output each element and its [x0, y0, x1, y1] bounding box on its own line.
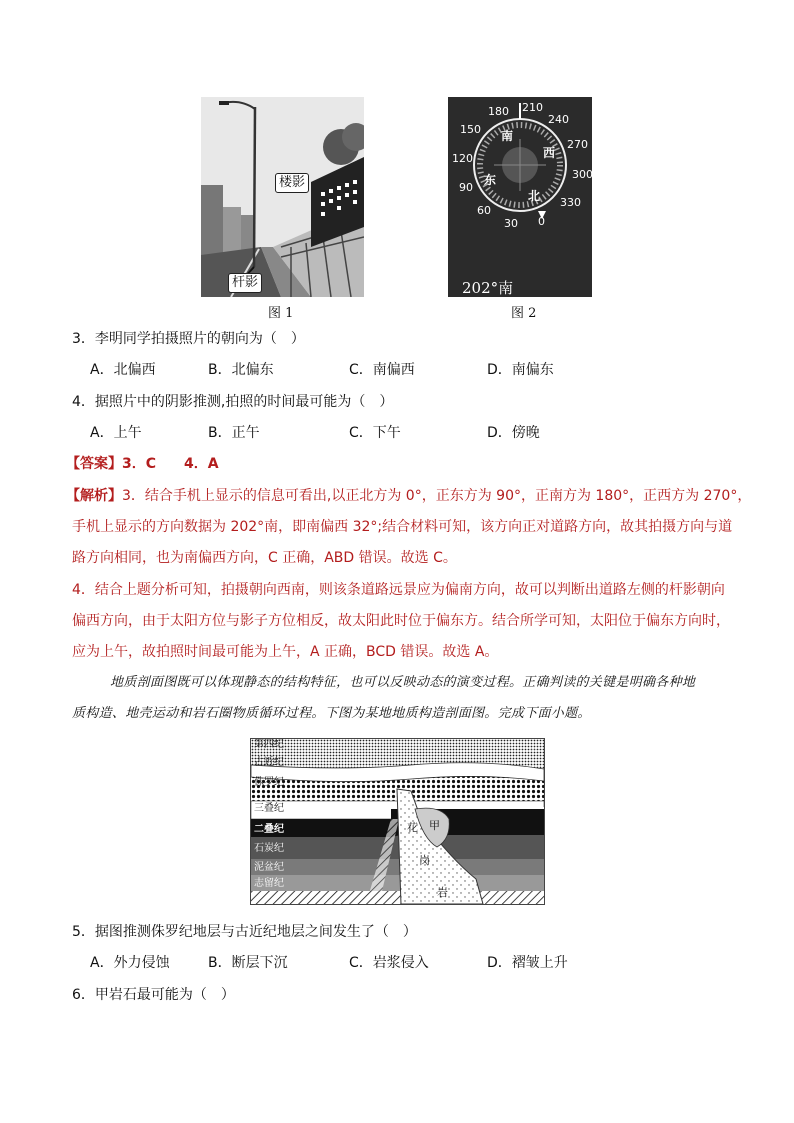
question-4-stem: 4．据照片中的阴影推测,拍照的时间最可能为（ ）	[72, 394, 394, 410]
q4-option-a: A．上午	[90, 425, 142, 441]
compass-num-150: 150	[460, 123, 481, 136]
question-3-stem: 3．李明同学拍摄照片的朝向为（ ）	[72, 331, 305, 347]
q3-option-a: A．北偏西	[90, 362, 156, 378]
q5-option-a: A．外力侵蚀	[90, 955, 170, 971]
q4-option-b: B．正午	[208, 425, 260, 441]
figure-1-caption: 图 1	[268, 306, 294, 321]
compass-dir-south: 南	[501, 129, 514, 143]
intro-line-1: 地质剖面图既可以体现静态的结构特征，也可以反映动态的演变过程。正确判读的关键是明确各种地	[110, 675, 696, 690]
figure-2-compass-screen	[448, 97, 592, 297]
building-shadow-label: 楼影	[275, 173, 309, 193]
compass-num-60: 60	[477, 204, 491, 217]
granite-char-3: 岩	[437, 886, 448, 899]
q3-option-b: B．北偏东	[208, 362, 274, 378]
rock-jia-label: 甲	[429, 819, 440, 832]
street-photo-drawing	[201, 97, 364, 297]
analysis-tag: 【解析】	[66, 488, 122, 504]
q3-option-c: C．南偏西	[349, 362, 415, 378]
layer-label-paleogene: 古近纪	[254, 757, 284, 768]
compass-num-90: 90	[459, 181, 473, 194]
geologic-section-drawing	[251, 739, 544, 904]
q5-option-d: D．褶皱上升	[487, 955, 568, 971]
geologic-section-figure	[250, 738, 545, 905]
q5-option-b: B．断层下沉	[208, 955, 288, 971]
layer-label-carboniferous: 石炭纪	[254, 843, 284, 854]
granite-char-1: 花	[407, 821, 418, 834]
analysis-line-3: 路方向相同，也为南偏西方向，C 正确，ABD 错误。故选 C。	[72, 550, 457, 566]
figure-1-photo	[201, 97, 364, 297]
compass-num-270: 270	[567, 138, 588, 151]
layer-label-jurassic: 侏罗纪	[254, 777, 284, 788]
compass-num-120: 120	[452, 152, 473, 165]
q3-option-d: D．南偏东	[487, 362, 554, 378]
compass-readout: 202°南	[462, 279, 514, 297]
compass-num-30: 30	[504, 217, 518, 230]
analysis-line-5: 偏西方向，由于太阳方位与影子方位相反，故太阳此时位于偏东方。结合所学可知，太阳位于偏东方向时，	[72, 613, 730, 629]
compass-num-330: 330	[560, 196, 581, 209]
compass-num-240: 240	[548, 113, 569, 126]
layer-label-permian: 二叠纪	[254, 824, 284, 835]
figure-2-caption: 图 2	[511, 306, 537, 321]
compass-dir-east: 东	[484, 173, 497, 187]
pole-shadow-label: 杆影	[228, 273, 262, 293]
compass-num-300: 300	[572, 168, 593, 181]
analysis-line-1	[66, 486, 751, 506]
compass-dir-north: 北	[528, 189, 541, 203]
layer-label-silurian: 志留纪	[254, 878, 284, 889]
compass-num-180: 180	[488, 105, 509, 118]
answer-text: 3．C 4．A	[122, 456, 219, 472]
q4-option-d: D．傍晚	[487, 425, 540, 441]
q5-option-c: C．岩浆侵入	[349, 955, 429, 971]
analysis-line-4: 4．结合上题分析可知，拍摄朝向西南，则该条道路远景应为偏南方向，故可以判断出道路左侧的杆影朝向	[72, 582, 725, 598]
compass-dir-west: 西	[543, 146, 556, 160]
answer-line	[66, 454, 219, 474]
intro-line-2: 质构造、地壳运动和岩石圈物质循环过程。下图为某地地质构造剖面图。完成下面小题。	[72, 706, 591, 721]
question-5-stem: 5．据图推测侏罗纪地层与古近纪地层之间发生了（ ）	[72, 924, 417, 940]
analysis-text-1: 3．结合手机上显示的信息可看出,以正北方为 0°，正东方为 90°，正南方为 180°，正西方为 270°，	[122, 488, 752, 504]
analysis-line-6: 应为上午，故拍照时间最可能为上午，A 正确，BCD 错误。故选 A。	[72, 644, 499, 660]
question-6-stem: 6．甲岩石最可能为（ ）	[72, 987, 235, 1003]
layer-label-triassic: 三叠纪	[254, 803, 284, 814]
layer-label-devonian: 泥盆纪	[254, 862, 284, 873]
answer-tag: 【答案】	[66, 456, 122, 472]
layer-label-quaternary: 第四纪	[254, 739, 284, 750]
analysis-line-2: 手机上显示的方向数据为 202°南，即南偏西 32°;结合材料可知，该方向正对道路方向，故其拍摄方向与道	[72, 519, 733, 535]
compass-num-210: 210	[522, 101, 543, 114]
granite-char-2: 岗	[419, 854, 430, 867]
compass-num-0: 0	[538, 215, 545, 228]
q4-option-c: C．下午	[349, 425, 401, 441]
